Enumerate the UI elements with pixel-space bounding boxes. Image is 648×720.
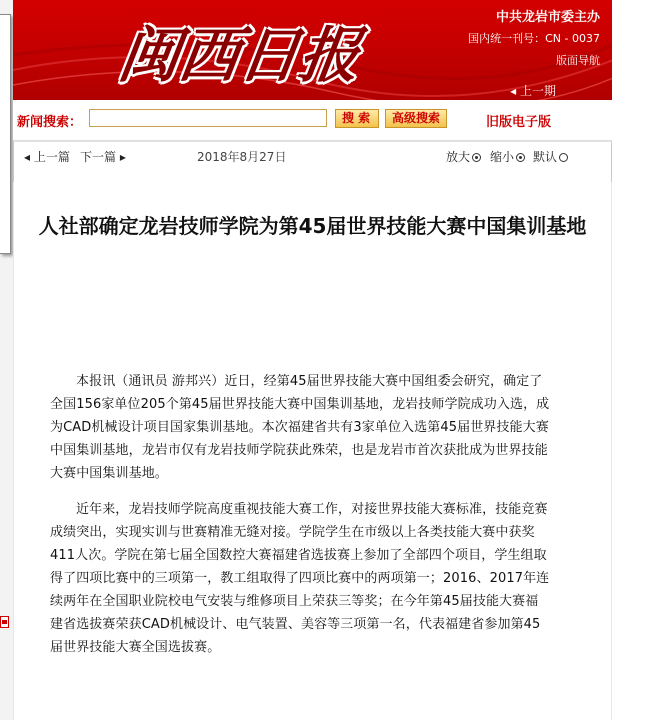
prev-article-link[interactable] [24,148,70,165]
zoom-out-option[interactable] [490,148,525,165]
prev-issue-link[interactable] [510,82,556,99]
logo-char-3: 日 [234,21,305,91]
article-paragraph: 本报讯（通讯员 游邦兴）近日，经第45届世界技能大赛中国组委会研究，确定了全国156家单位205个第45届世界技能大赛中国集训基地，龙岩技师学院成功入选，成为CAD机械设计项目国家集训基地。本次福建省共有3家单位入选第45届世界技能大赛中国集训基地，龙岩市仅有龙岩技师学院获此殊荣，也是龙岩市首次获批成为世界技能大赛中国集训基地。 [50,374,550,481]
next-article-link[interactable] [80,148,126,165]
article-toolbar [13,141,612,183]
search-input[interactable] [89,109,327,127]
article-panel [13,182,612,720]
article-title: 人社部确定龙岩技师学院为第45届世界技能大赛中国集训基地 [38,214,587,238]
caret-left-icon: ◂ [24,150,34,164]
zoom-in-option[interactable] [446,148,481,165]
publisher-label: 中共龙岩市委主办 [495,10,600,25]
logo-char-4: 报 [294,21,365,91]
zoom-default-option[interactable] [533,148,568,165]
caret-right-icon: ▸ [116,150,126,164]
next-article-label: 下一篇 [80,150,117,164]
article-body [50,370,550,672]
zoom-default-radio-icon[interactable] [559,153,568,162]
zoom-out-label: 缩小 [490,150,515,164]
prev-article-label: 上一篇 [33,150,70,164]
zoom-out-radio-icon[interactable] [516,153,525,162]
publish-date: 2018年8月27日 [197,150,287,164]
advanced-search-button[interactable]: 高级搜索 [385,109,447,128]
search-label: 新闻搜索： [17,115,83,130]
page-nav-link[interactable]: 版面导航 [556,54,600,67]
zoom-in-radio-icon[interactable] [472,153,481,162]
search-button[interactable]: 搜 索 [335,109,379,128]
search-bar [13,100,612,141]
masthead-logo[interactable] [114,0,381,92]
logo-char-1: 闽 [114,21,185,91]
logo-char-2: 西 [174,21,245,91]
issn-label: 国内统一刊号：CN - 0037 [468,32,600,45]
zoom-default-label: 默认 [533,150,558,164]
pdf-icon[interactable] [0,616,9,628]
left-frame [0,14,11,254]
old-epaper-link[interactable]: 旧版电子版 [486,115,552,130]
zoom-in-label: 放大 [446,150,471,164]
prev-issue-label: 上一期 [519,84,556,98]
article-paragraph: 近年来，龙岩技师学院高度重视技能大赛工作，对接世界技能大赛标准，技能竞赛成绩突出，实现实训与世赛精准无缝对接。学院学生在市级以上各类技能大赛中获奖411人次。学院在第七届全国数控大赛福建省选拔赛上参加了全部四个项目，学生组取得了四项比赛中的三项第一，教工组取得了四项比赛中的两项第一；2016、2017年连续两年在全国职业院校电气安装与维修项目上荣获三等奖；在今年第45届技能大赛福建省选拔赛荣获CAD机械设计、电气装置、美容等三项第一名，代表福建省参加第45届世界技能大赛全国选拔赛。 [50,502,550,655]
caret-left-icon: ◂ [510,84,520,98]
masthead-banner [13,0,612,100]
